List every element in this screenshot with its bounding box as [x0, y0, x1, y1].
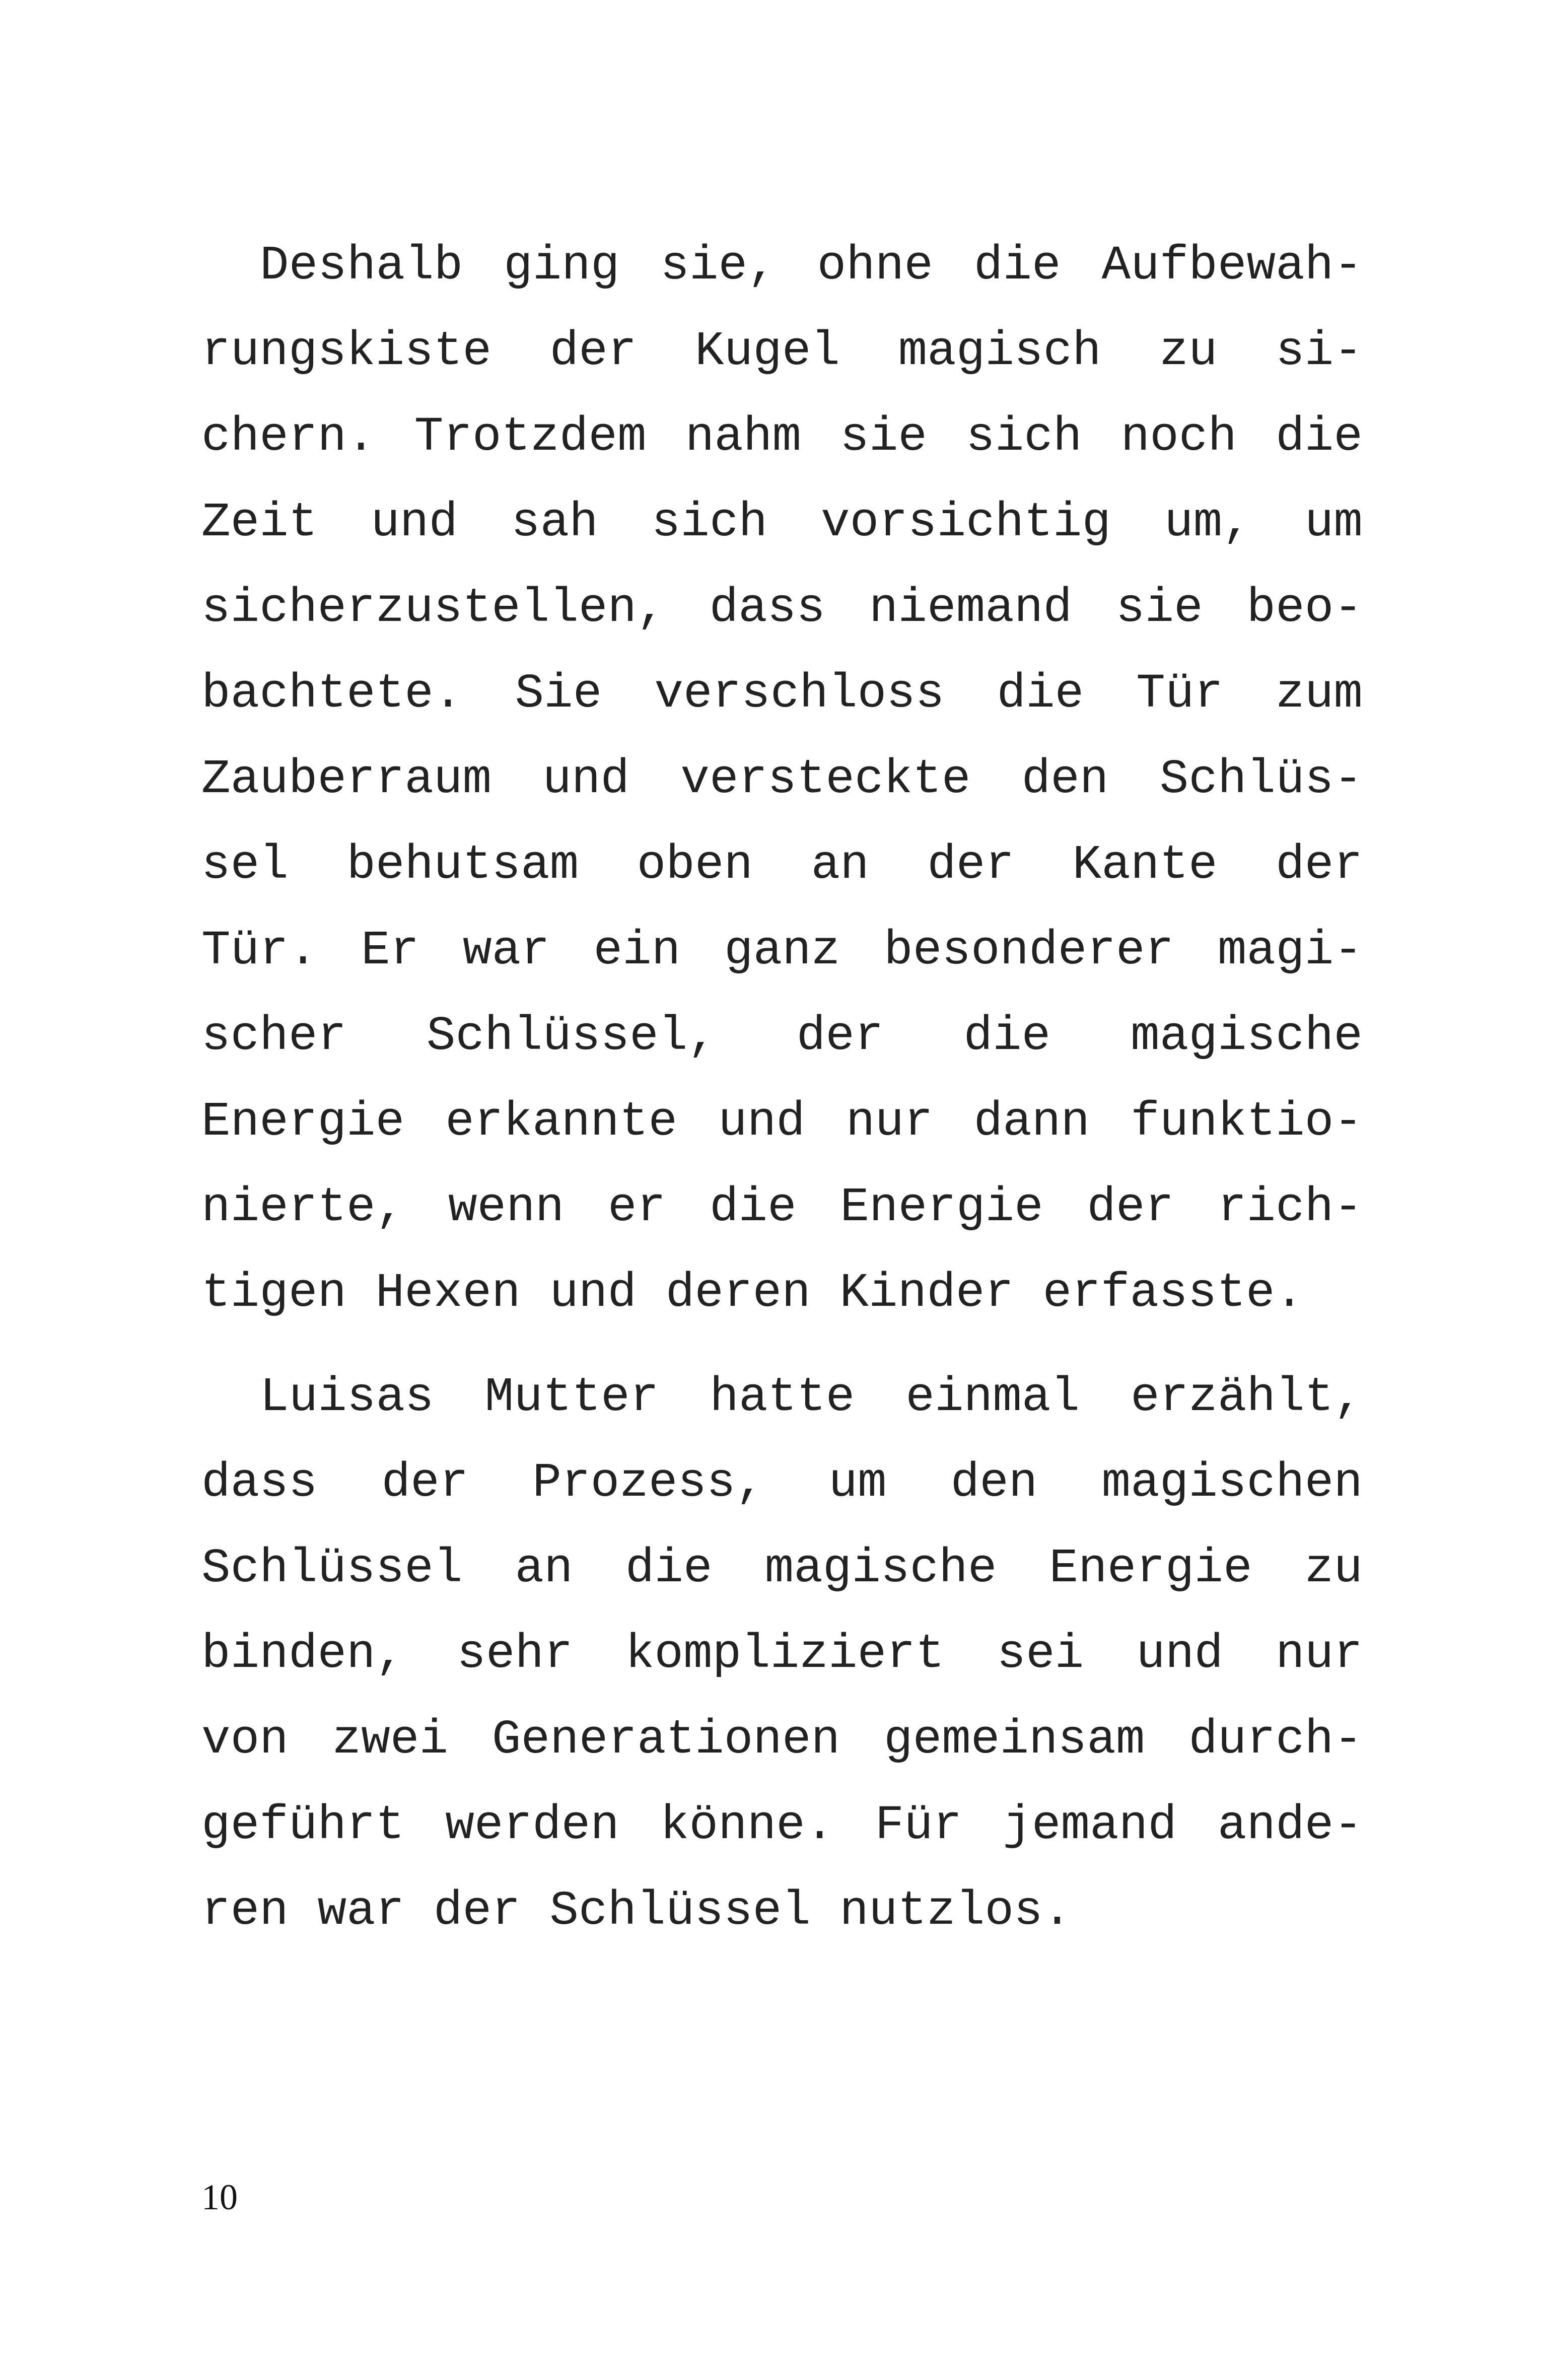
word: der — [433, 1883, 521, 1938]
word: funktio- — [1131, 1094, 1363, 1149]
word: sei — [997, 1627, 1084, 1682]
word: dann — [973, 1094, 1090, 1149]
word: durch- — [1188, 1712, 1363, 1767]
word: die — [973, 238, 1061, 293]
word: und — [1136, 1627, 1224, 1682]
word: Zauberraum — [201, 752, 492, 807]
word: die — [997, 666, 1084, 721]
text-line — [201, 223, 1363, 309]
word: Prozess, — [532, 1455, 765, 1510]
word: Kante — [1072, 837, 1218, 892]
word: Zeit — [201, 495, 318, 550]
text-line — [201, 1440, 1363, 1526]
page-number: 10 — [201, 2177, 238, 2217]
word: ohne — [817, 238, 934, 293]
word: erkannte — [445, 1094, 678, 1149]
paragraph-2 — [201, 1355, 1363, 1954]
word: scher — [201, 1009, 347, 1064]
word: Aufbewah- — [1101, 238, 1363, 293]
word: zu — [1304, 1541, 1363, 1596]
word: sel — [201, 837, 289, 892]
word: noch — [1120, 409, 1237, 464]
word: war — [317, 1883, 405, 1938]
word: sah — [511, 495, 598, 550]
word: magisch — [898, 324, 1101, 379]
word: erzählt, — [1131, 1370, 1363, 1425]
word: chern. — [201, 409, 376, 464]
word: Hexen — [375, 1266, 521, 1320]
text-line — [201, 1079, 1363, 1165]
word: behutsam — [346, 837, 579, 892]
word: sie — [840, 409, 928, 464]
word: einmal — [905, 1370, 1080, 1425]
word: versteckte — [680, 752, 971, 807]
word: magische — [1131, 1009, 1363, 1064]
word: könne. — [660, 1798, 834, 1853]
word: die — [625, 1541, 713, 1596]
word: Generationen — [491, 1712, 840, 1767]
word: den — [950, 1455, 1038, 1510]
text-line — [201, 737, 1363, 822]
word: sicherzustellen, — [201, 581, 666, 636]
text-line — [201, 309, 1363, 394]
word: Luisas — [260, 1370, 434, 1425]
word: sie — [1115, 581, 1203, 636]
word: und — [549, 1266, 637, 1320]
text-line — [201, 908, 1363, 994]
word: rungskiste — [201, 324, 492, 379]
word: nur — [846, 1094, 933, 1149]
word: werden — [445, 1798, 619, 1853]
word: um — [828, 1455, 887, 1510]
word: an — [811, 837, 869, 892]
word: erfasste. — [1042, 1266, 1304, 1320]
word: besonderer — [884, 923, 1174, 978]
word: Sie — [515, 666, 602, 721]
word: Er — [361, 923, 419, 978]
word: Tür — [1136, 666, 1224, 721]
word: rich- — [1217, 1180, 1363, 1235]
word: tigen — [201, 1266, 347, 1320]
word: die — [1276, 409, 1363, 464]
word: an — [515, 1541, 573, 1596]
word: der — [1087, 1180, 1174, 1235]
text-line — [201, 1697, 1363, 1783]
word: Mutter — [484, 1370, 659, 1425]
word: die — [709, 1180, 797, 1235]
word: und — [371, 495, 458, 550]
word: jemand — [1003, 1798, 1177, 1853]
word: zum — [1276, 666, 1363, 721]
word: ganz — [724, 923, 840, 978]
word: geführt — [201, 1798, 405, 1853]
word: nur — [1276, 1627, 1363, 1682]
word: zu — [1159, 324, 1218, 379]
word: der — [927, 837, 1015, 892]
word: Kugel — [694, 324, 840, 379]
word: hatte — [710, 1370, 855, 1425]
paragraph-1 — [201, 223, 1363, 1336]
word: um, — [1164, 495, 1251, 550]
word: bachtete. — [201, 666, 463, 721]
word: sich — [966, 409, 1082, 464]
word: nierte, — [201, 1180, 405, 1235]
word: Energie — [201, 1094, 405, 1149]
word: ren — [201, 1883, 289, 1938]
word: vorsichtig — [821, 495, 1111, 550]
text-line — [201, 1355, 1363, 1440]
word: die — [963, 1009, 1051, 1064]
word: dass — [201, 1455, 318, 1510]
word: sie, — [660, 238, 777, 293]
word: deren — [665, 1266, 811, 1320]
word: der — [1276, 837, 1363, 892]
text-line — [201, 822, 1363, 908]
text-line — [201, 394, 1363, 480]
text-line — [201, 566, 1363, 651]
word: Schlüssel — [549, 1883, 811, 1938]
text-line — [201, 1250, 1363, 1336]
word: dass — [709, 581, 825, 636]
word: ein — [593, 923, 681, 978]
word: von — [201, 1712, 289, 1767]
word: Kinder — [839, 1266, 1014, 1320]
word: und — [718, 1094, 805, 1149]
word: si- — [1276, 324, 1363, 379]
word: sich — [651, 495, 768, 550]
word: Deshalb — [260, 238, 463, 293]
text-line — [201, 1526, 1363, 1612]
word: der — [381, 1455, 469, 1510]
text-line — [201, 994, 1363, 1079]
word: Schlüssel, — [426, 1009, 717, 1064]
word: magischen — [1101, 1455, 1363, 1510]
word: Tür. — [201, 923, 318, 978]
word: um — [1304, 495, 1363, 550]
word: sehr — [457, 1627, 573, 1682]
word: und — [542, 752, 630, 807]
word: gemeinsam — [884, 1712, 1145, 1767]
word: zwei — [332, 1712, 449, 1767]
word: der — [549, 324, 637, 379]
word: beo- — [1246, 581, 1363, 636]
text-line — [201, 1868, 1363, 1954]
word: er — [608, 1180, 666, 1235]
text-line — [201, 651, 1363, 737]
word: Energie — [1049, 1541, 1252, 1596]
word: nutzlos. — [839, 1883, 1072, 1938]
word: war — [463, 923, 550, 978]
word: verschloss — [654, 666, 945, 721]
text-line — [201, 480, 1363, 566]
word: den — [1021, 752, 1109, 807]
word: Energie — [840, 1180, 1043, 1235]
text-line — [201, 1783, 1363, 1868]
text-line — [201, 1165, 1363, 1250]
word: Für — [875, 1798, 962, 1853]
word: Schlüs- — [1159, 752, 1363, 807]
word: ging — [504, 238, 620, 293]
word: Trotzdem — [414, 409, 647, 464]
word: Schlüssel — [201, 1541, 463, 1596]
word: wenn — [448, 1180, 565, 1235]
word: ande- — [1217, 1798, 1363, 1853]
word: oben — [637, 837, 753, 892]
word: kompliziert — [625, 1627, 945, 1682]
word: niemand — [869, 581, 1073, 636]
word: binden, — [201, 1627, 405, 1682]
word: magische — [764, 1541, 997, 1596]
text-line — [201, 1612, 1363, 1697]
word: der — [796, 1009, 884, 1064]
word: magi- — [1217, 923, 1363, 978]
word: nahm — [685, 409, 802, 464]
